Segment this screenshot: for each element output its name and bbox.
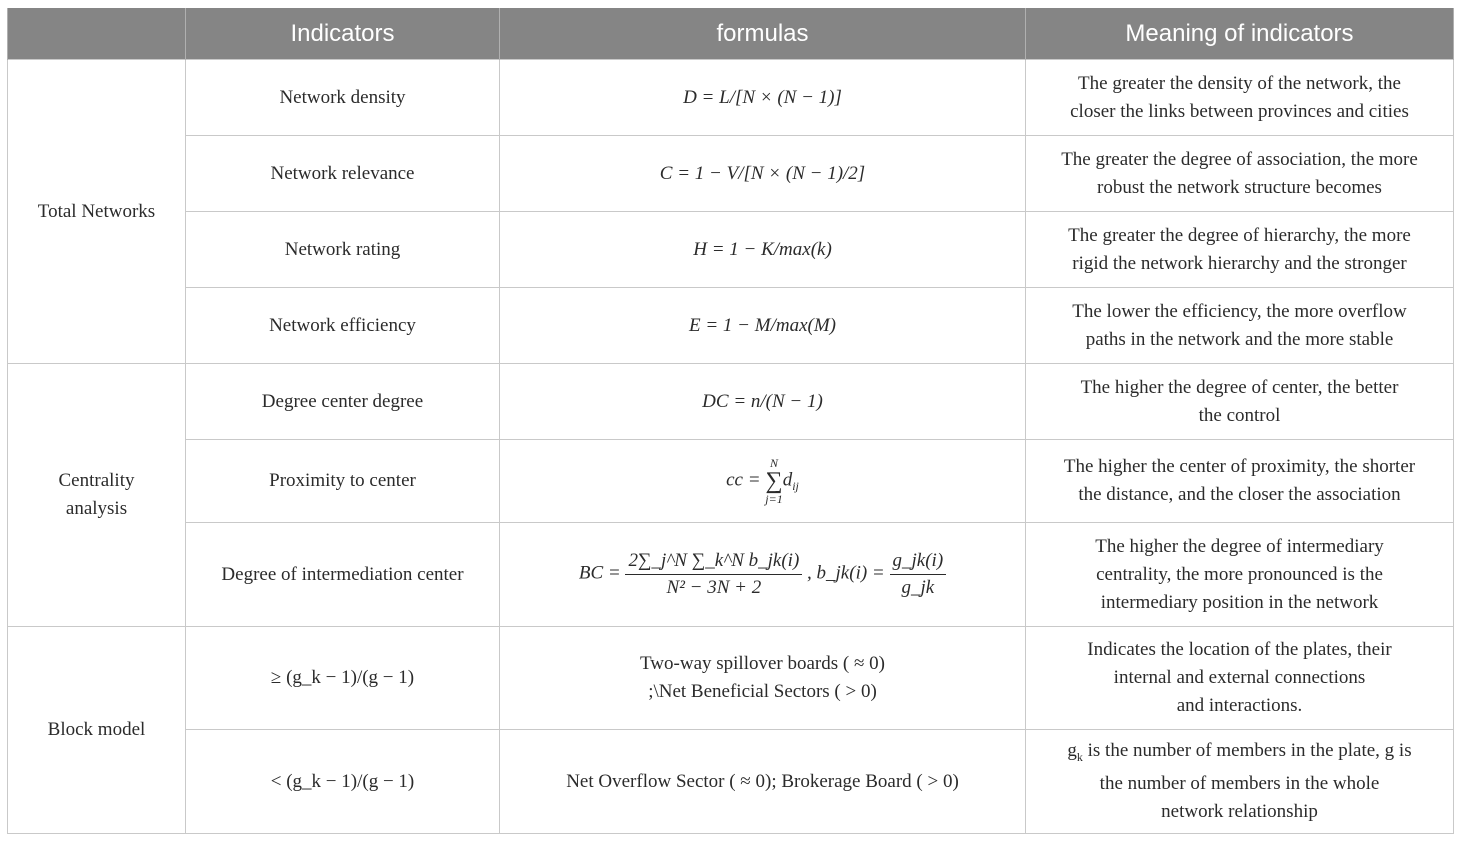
formula-cell: D = L/[N × (N − 1)] [500,60,1026,136]
table-row [8,212,1454,288]
indicator-cell: Network rating [186,212,500,288]
fraction-numerator: g_jk(i) [890,550,947,575]
sum-symbol: N ∑ j=1 [765,456,783,506]
formula-cell [500,627,1026,730]
indicator-cell: Network efficiency [186,288,500,364]
meaning-line: The greater the density of the network, the [1078,72,1401,94]
meaning-line: internal and external connections [1113,667,1366,688]
meaning-line: paths in the network and the more stable [1085,328,1394,350]
meaning-cell [1026,364,1454,440]
formula-line: Two-way spillover boards ( ≈ 0) [640,653,885,674]
table-row [8,60,1454,136]
header-group [8,8,186,60]
formula-cell: DC = n/(N − 1) [500,364,1026,440]
indicators-table [7,8,1454,834]
table-row [8,364,1454,440]
fraction [890,550,947,599]
table-row [8,627,1454,730]
indicator-cell: Degree center degree [186,364,500,440]
meaning-line: The greater the degree of hierarchy, the more [1068,224,1411,246]
meaning-line: closer the links between provinces and cities [1070,100,1409,122]
table-row [8,523,1454,627]
formula-cell: E = 1 − M/max(M) [500,288,1026,364]
meaning-line: Indicates the location of the plates, their [1087,639,1392,660]
indicator-cell: Network density [186,60,500,136]
formula-line: ;\Net Beneficial Sectors ( > 0) [648,681,877,702]
indicator-cell: Degree of intermediation center [186,523,500,627]
formula-cell [500,523,1026,627]
meaning-line: robust the network structure becomes [1097,176,1382,198]
meaning-cell [1026,523,1454,627]
formula-cell: Net Overflow Sector ( ≈ 0); Brokerage Board ( > 0) [500,730,1026,834]
fraction [625,550,802,599]
header-formulas: formulas [500,8,1026,60]
indicator-cell: < (g_k − 1)/(g − 1) [186,730,500,834]
meaning-line: The lower the efficiency, the more overflow [1072,300,1407,322]
meaning-line: The higher the degree of intermediary [1095,535,1384,557]
table-row [8,288,1454,364]
group-centrality-analysis [8,364,186,627]
meaning-cell [1026,212,1454,288]
sum-lower: j=1 [765,492,783,506]
meaning-cell [1026,440,1454,523]
table-row [8,440,1454,523]
meaning-line: the control [1198,404,1281,426]
meaning-line: The greater the degree of association, the more [1061,148,1418,170]
meaning-line: centrality, the more pronounced is the [1096,563,1383,585]
group-total-networks: Total Networks [8,60,186,364]
group-label: Centrality analysis [58,470,135,519]
header-indicators: Indicators [186,8,500,60]
header-meaning: Meaning of indicators [1026,8,1454,60]
fraction-denominator: N² − 3N + 2 [666,577,762,598]
meaning-line: The higher the degree of center, the better [1080,376,1399,398]
formula-mid: , b_jk(i) = [807,562,885,584]
fraction-numerator: 2∑_j^N ∑_k^N b_jk(i) [625,550,802,575]
formula-lhs: BC = [578,562,621,584]
meaning-cell [1026,60,1454,136]
meaning-line: rigid the network hierarchy and the stronger [1072,252,1407,274]
formula-cell [500,440,1026,523]
meaning-line: $g_k$ is the number of members in the plate, g is [1067,739,1412,764]
meaning-cell [1026,730,1454,834]
meaning-line: network relationship [1161,801,1318,823]
meaning-cell [1026,136,1454,212]
meaning-line: The higher the center of proximity, the shorter [1063,456,1416,477]
meaning-line: intermediary position in the network [1100,591,1379,613]
meaning-line: the number of members in the whole [1099,773,1380,795]
indicator-cell: Network relevance [186,136,500,212]
formula-cell: H = 1 − K/max(k) [500,212,1026,288]
meaning-line: the distance, and the closer the association [1078,484,1401,505]
formula-cell: C = 1 − V/[N × (N − 1)/2] [500,136,1026,212]
fraction-denominator: g_jk [901,577,935,598]
formula-lhs: cc = [726,469,761,491]
meaning-cell [1026,288,1454,364]
meaning-text: is the number of members in the plate, g is [1082,739,1412,761]
formula-term: d [782,469,793,491]
table-row [8,136,1454,212]
indicator-cell: ≥ (g_k − 1)/(g − 1) [186,627,500,730]
meaning-cell [1026,627,1454,730]
formula-sub: ij [792,479,799,494]
header-row [8,8,1454,60]
table-row [8,730,1454,834]
group-block-model: Block model [8,627,186,834]
sum-upper: N [769,456,778,470]
indicator-cell: Proximity to center [186,440,500,523]
meaning-line: and interactions. [1176,695,1303,716]
